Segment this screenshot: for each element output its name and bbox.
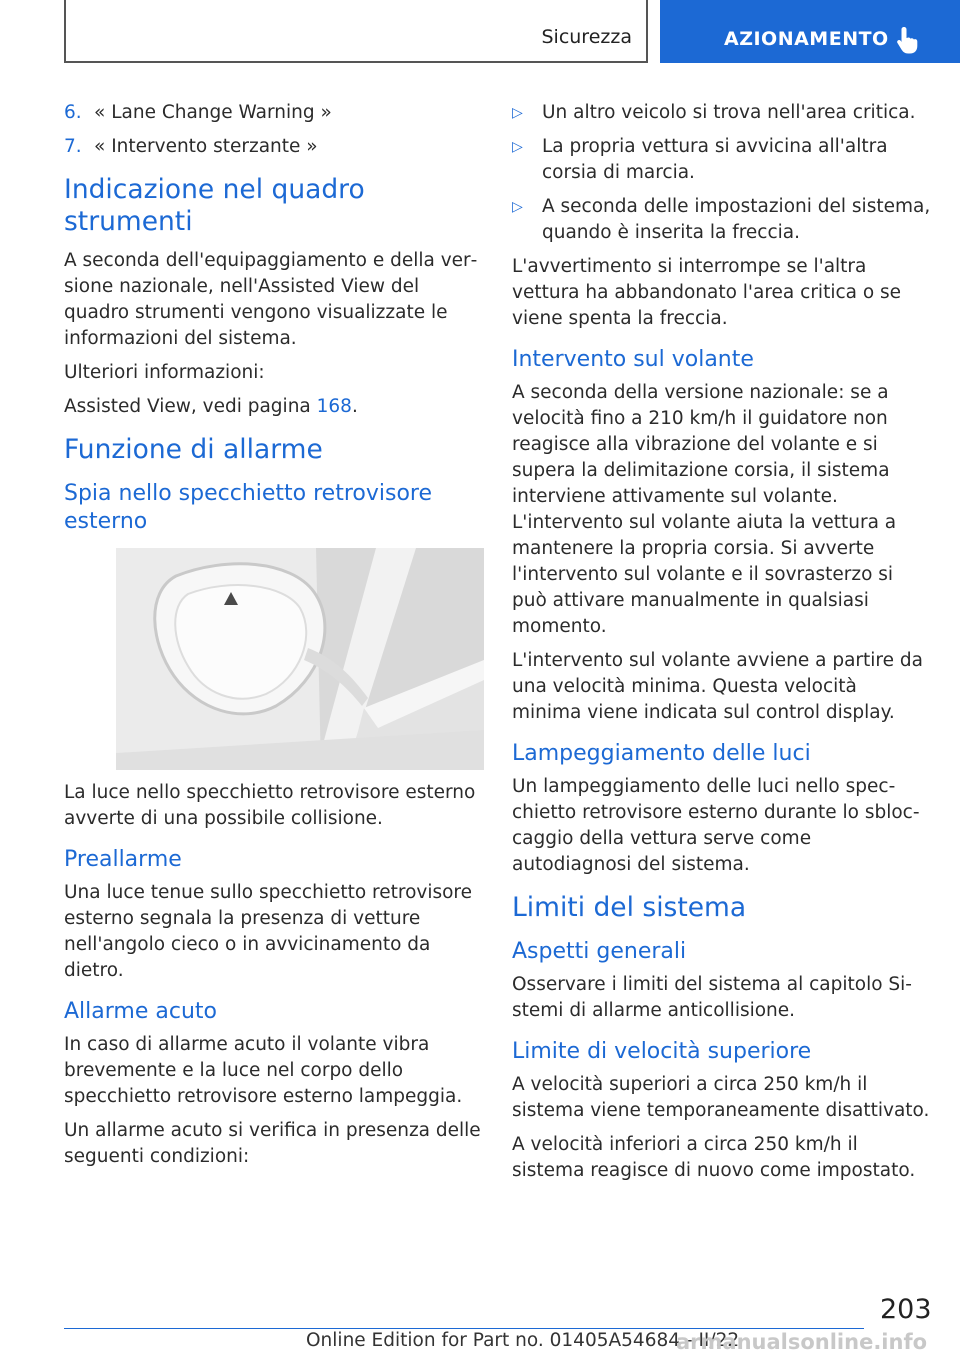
paragraph-general-aspects: Osservare i limiti del sistema al capitolo Sistemi di allarme anticollisione. <box>512 974 912 1021</box>
watermark: armanualsonline.info <box>676 1330 928 1354</box>
paragraph-acute-conditions: Un allarme acuto si verifica in presenza delle seguenti condizioni: <box>64 1120 481 1167</box>
heading-warning-function: Funzione di allarme <box>64 434 323 465</box>
section-title: Sicurezza <box>541 26 632 48</box>
left-column <box>64 100 484 1178</box>
list-item <box>512 194 932 246</box>
page-number: 203 <box>880 1294 932 1325</box>
paragraph-warning-stop: L'avvertimento si interrompe se l'altra vettura ha abbandonato l'area critica o se viene spenta la freccia. <box>512 256 902 329</box>
heading-system-limits: Limiti del sistema <box>512 892 747 923</box>
assisted-view-period: . <box>351 396 358 417</box>
paragraph-light-flash: Un lampeggiamento delle luci nello specchietto retrovisore esterno durante lo sbloccaggio della vettura serve come autodiagnosi del sistema. <box>512 776 920 875</box>
bullet-marker: ▷ <box>512 199 523 215</box>
hand-pointer-icon <box>895 25 921 55</box>
heading-light-flash: Lampeggiamento delle luci <box>512 741 811 766</box>
assisted-view-text: Assisted View, vedi pagina <box>64 396 317 417</box>
heading-mirror-light: Spia nello specchietto retrovisore esterno <box>64 481 433 534</box>
list-item-text: « Lane Change Warning » <box>94 102 332 123</box>
heading-display: Indicazione nel quadro strumenti <box>64 174 365 237</box>
paragraph-acute-warning: In caso di allarme acuto il volante vibra brevemente e la luce nel corpo dello specchietto retrovisore esterno lampeggia. <box>64 1034 463 1107</box>
footer-divider <box>64 1328 864 1329</box>
list-item <box>64 100 484 126</box>
bullet-text: A seconda delle impostazioni del sistema, quando è inserita la freccia. <box>542 196 931 243</box>
heading-prewarning: Preallarme <box>64 847 182 872</box>
list-item-text: « Intervento sterzante » <box>94 136 318 157</box>
bullet-text: La propria vettura si avvicina all'altra corsia di marcia. <box>542 136 888 183</box>
side-mirror-illustration <box>116 548 484 770</box>
right-column <box>512 100 932 1192</box>
chapter-tab[interactable] <box>660 0 960 63</box>
chapter-title: AZIONAMENTO <box>724 28 889 50</box>
paragraph-more-info: Ulteriori informazioni: <box>64 362 265 383</box>
paragraph-assisted-view <box>64 394 484 420</box>
paragraph-mirror: La luce nello specchietto retrovisore esterno avverte di una possibile collisione. <box>64 782 476 829</box>
list-item <box>64 134 484 160</box>
heading-general-aspects: Aspetti generali <box>512 939 687 964</box>
bullet-text: Un altro veicolo si trova nell'area critica. <box>542 102 916 123</box>
list-item-number: 7. <box>64 136 82 157</box>
paragraph-speed-high: A velocità superiori a circa 250 km/h il sistema viene temporaneamente disattivato. <box>512 1074 930 1121</box>
paragraph-steering-min-speed: L'intervento sul volante avviene a partire da una velocità minima. Questa velocità minima viene indicata sul control display. <box>512 650 923 723</box>
paragraph-display: A seconda dell'equipaggiamento e della versione nazionale, nell'Assisted View del quadro strumenti vengono visualizzate le informazioni del sistema. <box>64 250 478 349</box>
header-section-box <box>64 0 648 63</box>
heading-upper-speed-limit: Limite di velocità superiore <box>512 1039 812 1064</box>
list-item <box>512 134 932 186</box>
paragraph-prewarning: Una luce tenue sullo specchietto retrovisore esterno segnala la presenza di vetture nell'angolo cieco o in avvicinamento da dietro. <box>64 882 473 981</box>
bullet-marker: ▷ <box>512 105 523 121</box>
list-item <box>512 100 932 126</box>
list-item-number: 6. <box>64 102 82 123</box>
heading-acute-warning: Allarme acuto <box>64 999 217 1024</box>
paragraph-speed-low: A velocità inferiori a circa 250 km/h il sistema reagisce di nuovo come impostato. <box>512 1134 916 1181</box>
page-link[interactable]: 168 <box>316 396 352 417</box>
paragraph-steering: A seconda della versione nazionale: se a velocità fino a 210 km/h il guidatore non reagisce alla vibrazione del volante e si supera la delimitazione corsia, il sistema interviene attivamente sul volante. L'intervento sul volante aiuta la vettura a mantenere la propria corsia. Si avverte l'intervento sul volante e il sovrasterzo si può attivare manualmente in qualsiasi momento. <box>512 382 897 637</box>
heading-steering-intervention: Intervento sul volante <box>512 347 754 372</box>
bullet-marker: ▷ <box>512 139 523 155</box>
footer-edition: Online Edition for Part no. 01405A54684 - II/22 <box>306 1330 740 1351</box>
